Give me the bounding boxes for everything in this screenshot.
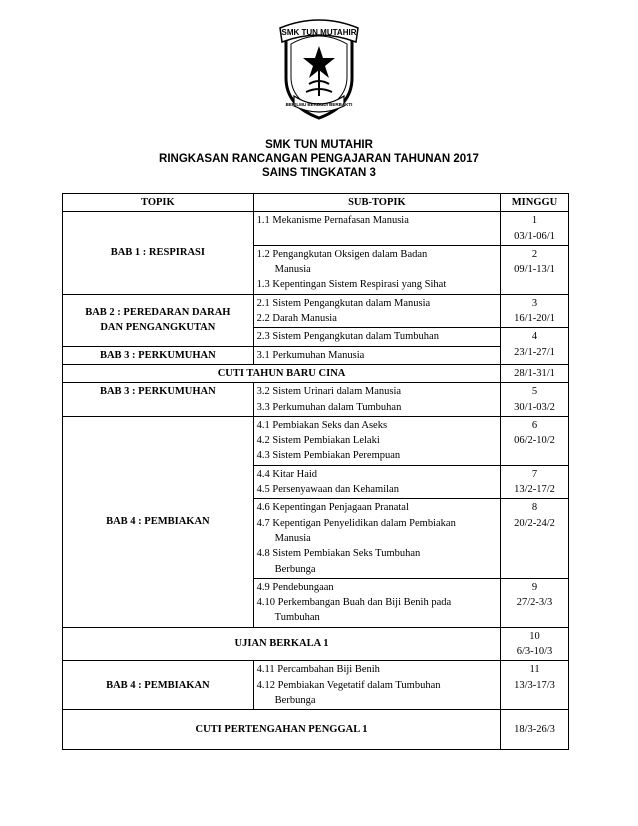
subtopic-line: 2.2 Darah Manusia: [256, 313, 337, 325]
week-cell: [501, 499, 569, 578]
week-number: 8: [531, 502, 538, 514]
topic-line: DAN PENGANGKUTAN: [100, 322, 216, 334]
subtopic-line: 4.8 Sistem Pembiakan Seks Tumbuhan: [256, 548, 421, 560]
topic-line: BAB 2 : PEREDARAN DARAH: [85, 306, 231, 318]
subtopic-line: 4.3 Sistem Pembiakan Perempuan: [256, 450, 401, 462]
table-row: [63, 661, 569, 710]
topic-cell: BAB 3 : PERKUMUHAN: [63, 383, 254, 417]
holiday-label: CUTI PERTENGAHAN PENGGAL 1: [63, 710, 501, 750]
week-cell: [501, 245, 569, 294]
week-dates: 09/1-13/1: [514, 264, 555, 276]
header-minggu: MINGGU: [501, 194, 569, 212]
subtopic-cell: [253, 383, 500, 417]
table-row: [63, 212, 569, 246]
header-subtopik: SUB-TOPIK: [253, 194, 500, 212]
subtopic-line: 4.12 Pembiakan Vegetatif dalam Tumbuhan: [256, 679, 441, 691]
subtopic-cell: [253, 578, 500, 627]
week-dates: 30/1-03/2: [514, 401, 555, 413]
subtopic-line: 1.1 Mekanisme Pernafasan Manusia: [256, 215, 409, 227]
topic-cell: BAB 4 : PEMBIAKAN: [63, 416, 254, 627]
subtopic-line: 4.5 Persenyawaan dan Kehamilan: [256, 484, 399, 496]
subtopic-cell: [253, 212, 500, 246]
subtopic-line: 4.10 Perkembangan Buah dan Biji Benih pada: [256, 597, 452, 609]
table-header-row: [63, 194, 569, 212]
svg-text:BERILMU BERBUDI BERBAKTI: BERILMU BERBUDI BERBAKTI: [285, 102, 353, 107]
subtopic-line: Berbunga: [274, 563, 316, 575]
school-crest-logo: [276, 12, 362, 120]
week-cell: [501, 465, 569, 499]
week-dates: 13/2-17/2: [514, 484, 555, 496]
svg-text:SMK TUN MUTAHIR: SMK TUN MUTAHIR: [281, 28, 357, 37]
week-cell: [501, 661, 569, 710]
subtopic-cell: [253, 245, 500, 294]
holiday-label: CUTI TAHUN BARU CINA: [63, 364, 501, 382]
week-dates: 13/3-17/3: [514, 679, 555, 691]
subtopic-line: 4.1 Pembiakan Seks dan Aseks: [256, 419, 388, 431]
holiday-row: [63, 710, 569, 750]
subtopic-line: 1.2 Pengangkutan Oksigen dalam Badan: [256, 248, 428, 260]
subtopic-line: Manusia: [274, 532, 311, 544]
week-number: 5: [531, 386, 538, 398]
week-dates: 23/1-27/1: [514, 346, 555, 358]
holiday-dates: 28/1-31/1: [501, 364, 569, 382]
subtopic-cell: [253, 499, 500, 578]
topic-cell: BAB 1 : RESPIRASI: [63, 212, 254, 294]
document-title: RINGKASAN RANCANGAN PENGAJARAN TAHUNAN 2017: [159, 153, 479, 165]
week-number: 3: [531, 297, 538, 309]
subtopic-line: 4.2 Sistem Pembiakan Lelaki: [256, 435, 380, 447]
header-topik: TOPIK: [63, 194, 254, 212]
week-cell: [501, 416, 569, 465]
subtopic-line: 3.2 Sistem Urinari dalam Manusia: [256, 386, 402, 398]
holiday-dates: 18/3-26/3: [501, 710, 569, 750]
week-dates: 6/3-10/3: [516, 646, 553, 658]
week-number: 9: [531, 581, 538, 593]
subtopic-line: 4.4 Kitar Haid: [256, 468, 318, 480]
logo-dot: ·: [317, 115, 320, 124]
subtopic-cell: [253, 416, 500, 465]
holiday-row: [63, 364, 569, 382]
subtopic-cell: [253, 465, 500, 499]
subtopic-cell: [253, 294, 500, 328]
week-number: 1: [531, 215, 538, 227]
table-row: [63, 346, 569, 364]
document-header: [0, 138, 638, 180]
week-number: 4: [531, 331, 538, 343]
week-cell: [501, 212, 569, 246]
subtopic-cell: [253, 661, 500, 710]
exam-row: [63, 627, 569, 661]
week-dates: 06/2-10/2: [514, 435, 555, 447]
week-dates: 16/1-20/1: [514, 313, 555, 325]
subtopic-line: 3.3 Perkumuhan dalam Tumbuhan: [256, 401, 402, 413]
lesson-plan-table: [62, 193, 569, 750]
school-name: SMK TUN MUTAHIR: [265, 139, 373, 151]
week-cell: [501, 627, 569, 661]
subtopic-line: Berbunga: [274, 694, 316, 706]
subtopic-line: 1.3 Kepentingan Sistem Respirasi yang Sihat: [256, 279, 447, 291]
subtopic-line: 4.7 Kepentigan Penyelidikan dalam Pembiakan: [256, 517, 456, 529]
subtopic-line: 4.11 Percambahan Biji Benih: [256, 664, 380, 676]
exam-label: UJIAN BERKALA 1: [63, 627, 501, 661]
table-row: [63, 383, 569, 417]
table-row: [63, 294, 569, 328]
topic-cell: [63, 294, 254, 346]
subtopic-cell: [253, 346, 500, 364]
subtopic-line: 2.1 Sistem Pengangkutan dalam Manusia: [256, 297, 431, 309]
week-dates: 27/2-3/3: [516, 597, 553, 609]
week-dates: 03/1-06/1: [514, 230, 555, 242]
subtopic-line: 4.6 Kepentingan Penjagaan Pranatal: [256, 502, 409, 514]
week-number: 11: [529, 664, 540, 676]
topic-cell: BAB 3 : PERKUMUHAN: [63, 346, 254, 364]
week-cell: [501, 578, 569, 627]
topic-cell: BAB 4 : PEMBIAKAN: [63, 661, 254, 710]
week-number: 6: [531, 419, 538, 431]
week-number: 2: [531, 248, 538, 260]
week-cell: [501, 328, 569, 365]
table-row: [63, 416, 569, 465]
week-dates: 20/2-24/2: [514, 517, 555, 529]
subtopic-line: 4.9 Pendebungaan: [256, 581, 334, 593]
subtopic-line: Manusia: [274, 264, 311, 276]
week-number: 10: [529, 630, 540, 642]
subtopic-line: Tumbuhan: [274, 612, 320, 624]
document-subtitle: SAINS TINGKATAN 3: [262, 167, 376, 179]
subtopic-line: 3.1 Perkumuhan Manusia: [256, 349, 365, 361]
week-cell: [501, 294, 569, 328]
subtopic-line: 2.3 Sistem Pengangkutan dalam Tumbuhan: [256, 331, 439, 343]
week-cell: [501, 383, 569, 417]
week-number: 7: [531, 468, 538, 480]
subtopic-cell: [253, 328, 500, 346]
